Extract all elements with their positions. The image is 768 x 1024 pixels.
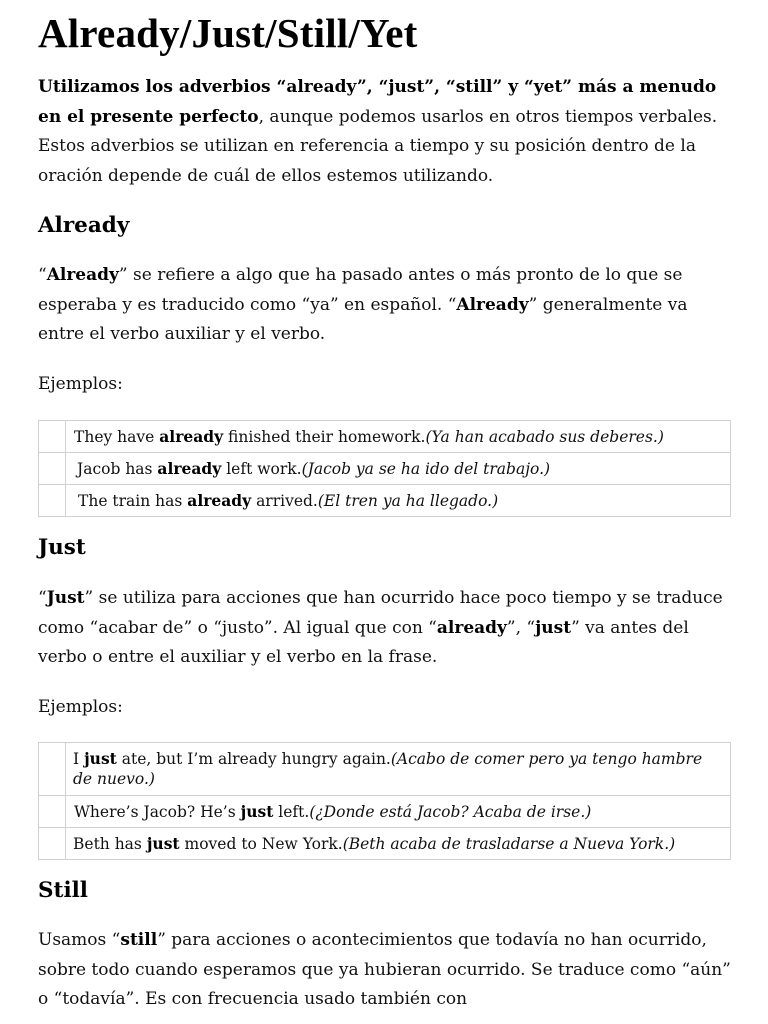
already-text-2: ” generalmente va entre el verbo auxiliar y el verbo.: [38, 294, 688, 344]
example-translation: (Beth acaba de trasladarse a Nueva York.): [342, 834, 676, 853]
table-row: [39, 421, 731, 453]
still-paragraph: [38, 926, 732, 1015]
table-row: [39, 485, 731, 517]
just-text-3: ” va antes del verbo o entre el auxiliar y el verbo en la frase.: [38, 617, 689, 667]
row-marker-cell: [39, 421, 66, 453]
already-bold-1: Already: [46, 265, 119, 285]
example-cell: [66, 453, 731, 485]
page-title: Already/Just/Still/Yet: [38, 10, 418, 56]
example-keyword: just: [84, 749, 117, 768]
just-text-1: ” se utiliza para acciones que han ocurrido hace poco tiempo y se traduce como “acabar de” o “justo”. Al igual que con “: [38, 588, 723, 638]
example-cell: [66, 743, 731, 796]
example-text: left work.: [221, 459, 302, 478]
just-text-0: “: [38, 588, 47, 608]
row-marker-cell: [39, 453, 66, 485]
example-cell: [66, 828, 731, 860]
already-bold-2: Already: [456, 294, 529, 315]
just-bold-2: already: [436, 617, 507, 638]
example-keyword: just: [240, 801, 274, 821]
already-text-0: “: [38, 265, 47, 285]
section-heading-just: Just: [38, 535, 86, 560]
just-paragraph: [38, 584, 732, 673]
table-row: [39, 453, 731, 485]
still-text-0: Usamos “: [38, 930, 121, 950]
example-keyword: already: [157, 458, 222, 478]
example-translation: (¿Donde está Jacob? Acaba de irse.): [309, 802, 592, 821]
example-translation: (Jacob ya se ha ido del trabajo.): [301, 459, 551, 478]
example-keyword: just: [146, 833, 180, 853]
example-text: Jacob has: [77, 459, 158, 478]
row-marker-cell: [39, 743, 66, 796]
example-cell: [66, 485, 731, 517]
just-bold-1: Just: [46, 588, 85, 608]
still-bold-1: still: [120, 930, 158, 950]
section-heading-already: Already: [38, 213, 130, 238]
example-text: ate, but I’m already hungry again.: [116, 750, 391, 768]
just-text-2: ”, “: [506, 617, 536, 638]
example-text: Where’s Jacob? He’s: [74, 802, 241, 821]
example-text: They have: [74, 427, 160, 446]
example-translation: (Ya han acabado sus deberes.): [425, 427, 664, 446]
just-bold-3: just: [535, 617, 572, 638]
examples-table-already: [38, 420, 731, 517]
example-cell: [66, 796, 731, 828]
example-text: Beth has: [73, 834, 147, 853]
examples-label-already: Ejemplos:: [38, 374, 123, 394]
table-row: [39, 743, 731, 796]
example-text: moved to New York.: [179, 834, 343, 853]
already-text-1: ” se refiere a algo que ha pasado antes o más pronto de lo que se esperaba y es traducido como “ya” en español. “: [38, 265, 683, 315]
still-text-1: ” para acciones o acontecimientos que todavía no han ocurrido, sobre todo cuando esperamos que ya hubieran ocurrido. Se traduce como “aún” o “todavía”. Es con frecuencia usado también con: [38, 930, 731, 1009]
example-translation: (Acabo de comer pero ya tengo hambre de nuevo.): [73, 750, 703, 788]
example-text: finished their homework.: [223, 427, 426, 446]
row-marker-cell: [39, 828, 66, 860]
example-text: I: [73, 750, 85, 768]
row-marker-cell: [39, 485, 66, 517]
section-heading-still: Still: [38, 878, 88, 903]
examples-label-just: Ejemplos:: [38, 697, 123, 717]
example-text: left.: [273, 802, 310, 821]
table-row: [39, 796, 731, 828]
example-cell: [66, 421, 731, 453]
example-text: The train has: [78, 491, 188, 510]
example-keyword: already: [187, 490, 252, 510]
example-text: arrived.: [251, 491, 318, 510]
examples-table-just: [38, 742, 731, 860]
table-row: [39, 828, 731, 860]
already-paragraph: [38, 261, 732, 350]
example-keyword: already: [159, 426, 224, 446]
row-marker-cell: [39, 796, 66, 828]
intro-text: , aunque podemos usarlos en otros tiempos verbales. Estos adverbios se utilizan en referencia a tiempo y su posición dentro de la oración depende de cuál de ellos estemos utilizando.: [38, 106, 718, 186]
example-translation: (El tren ya ha llegado.): [317, 491, 499, 510]
intro-bold-text: Utilizamos los adverbios “already”, “just”, “still” y “yet” más a menudo en el presente perfecto: [38, 77, 717, 127]
intro-paragraph: [38, 73, 732, 191]
